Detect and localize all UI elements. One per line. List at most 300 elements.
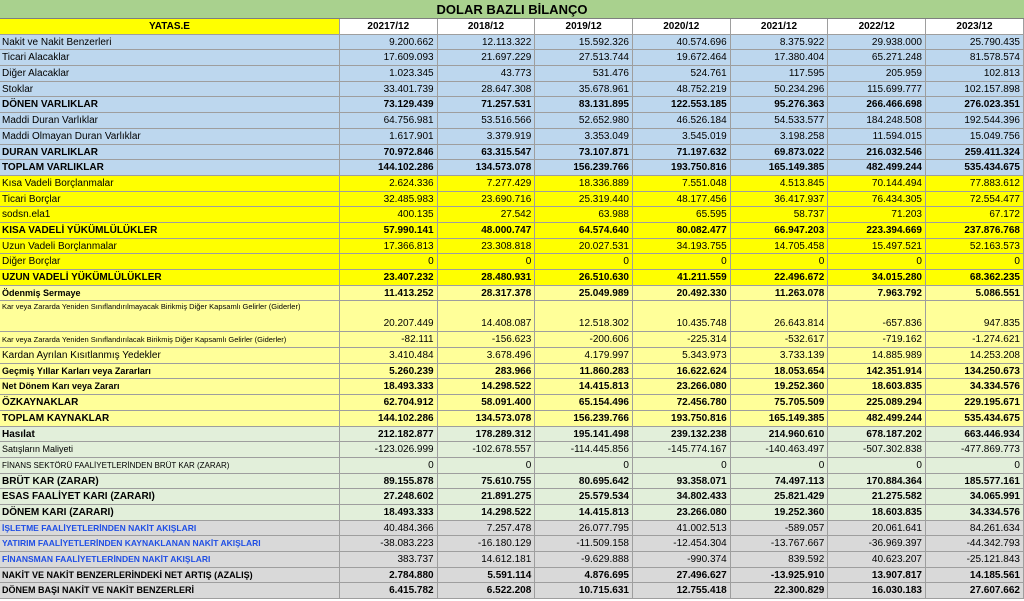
value-cell[interactable]: 16.030.183	[828, 583, 926, 599]
value-cell[interactable]: -114.445.856	[535, 442, 633, 458]
value-cell[interactable]: -13.925.910	[731, 568, 829, 584]
value-cell[interactable]: 5.343.973	[633, 348, 731, 364]
value-cell[interactable]: 4.513.845	[731, 176, 829, 192]
value-cell[interactable]: -36.969.397	[828, 536, 926, 552]
value-cell[interactable]: 9.200.662	[340, 35, 438, 51]
row-label-cell[interactable]: ESAS FAALİYET KARI (ZARARI)	[0, 489, 340, 505]
value-cell[interactable]: 0	[438, 254, 536, 270]
table-row	[0, 379, 1024, 395]
row-label-cell[interactable]: Ticari Alacaklar	[0, 50, 340, 66]
value-cell[interactable]: 144.102.286	[340, 160, 438, 176]
row-label-cell[interactable]: YATIRIM FAALİYETLERİNDEN KAYNAKLANAN NAKİT AKIŞLARI	[0, 536, 340, 552]
value-cell[interactable]: 71.197.632	[633, 145, 731, 161]
value-cell[interactable]: 73.107.871	[535, 145, 633, 161]
value-cell[interactable]: 156.239.766	[535, 411, 633, 427]
value-cell[interactable]: 102.157.898	[926, 82, 1024, 98]
table-row	[0, 286, 1024, 302]
value-cell[interactable]: 193.750.816	[633, 411, 731, 427]
value-cell[interactable]: 4.179.997	[535, 348, 633, 364]
value-cell[interactable]: 195.141.498	[535, 427, 633, 443]
value-cell[interactable]: 20.061.641	[828, 521, 926, 537]
value-cell[interactable]: 25.579.534	[535, 489, 633, 505]
value-cell[interactable]: 48.177.456	[633, 192, 731, 208]
value-cell[interactable]: 0	[828, 458, 926, 474]
value-cell[interactable]: 5.591.114	[438, 568, 536, 584]
header-year-cell[interactable]: 2019/12	[535, 19, 633, 35]
value-cell[interactable]: 58.737	[731, 207, 829, 223]
value-cell[interactable]: 19.252.360	[731, 505, 829, 521]
value-cell[interactable]: 17.366.813	[340, 239, 438, 255]
value-cell[interactable]: 21.275.582	[828, 489, 926, 505]
value-cell[interactable]: 25.049.989	[535, 286, 633, 302]
value-cell[interactable]: 33.401.739	[340, 82, 438, 98]
table-row	[0, 583, 1024, 599]
value-cell[interactable]: 23.690.716	[438, 192, 536, 208]
value-cell[interactable]: -102.678.557	[438, 442, 536, 458]
table-row	[0, 395, 1024, 411]
value-cell[interactable]: 184.248.508	[828, 113, 926, 129]
value-cell[interactable]: 34.193.755	[633, 239, 731, 255]
row-label-cell[interactable]: NAKİT VE NAKİT BENZERLERİNDEKİ NET ARTIŞ (AZALIŞ)	[0, 568, 340, 584]
row-label-cell[interactable]: Net Dönem Karı veya Zararı	[0, 379, 340, 395]
value-cell[interactable]: 12.755.418	[633, 583, 731, 599]
value-cell[interactable]: 13.907.817	[828, 568, 926, 584]
table-row	[0, 427, 1024, 443]
value-cell[interactable]: -44.342.793	[926, 536, 1024, 552]
value-cell[interactable]: -25.121.843	[926, 552, 1024, 568]
value-cell[interactable]: 0	[926, 458, 1024, 474]
value-cell[interactable]: 1.617.901	[340, 129, 438, 145]
value-cell[interactable]: 14.253.208	[926, 348, 1024, 364]
value-cell[interactable]: 192.544.396	[926, 113, 1024, 129]
value-cell[interactable]: 8.375.922	[731, 35, 829, 51]
value-cell[interactable]: 535.434.675	[926, 160, 1024, 176]
row-label-cell[interactable]: ÖZKAYNAKLAR	[0, 395, 340, 411]
value-cell[interactable]: 18.603.835	[828, 505, 926, 521]
value-cell[interactable]: 7.277.429	[438, 176, 536, 192]
value-cell[interactable]: 77.883.612	[926, 176, 1024, 192]
value-cell[interactable]: 14.408.087	[438, 301, 536, 332]
row-label-cell[interactable]: Diğer Alacaklar	[0, 66, 340, 82]
value-cell[interactable]: 17.609.093	[340, 50, 438, 66]
value-cell[interactable]: 0	[438, 458, 536, 474]
value-cell[interactable]: 5.086.551	[926, 286, 1024, 302]
value-cell[interactable]: 70.144.494	[828, 176, 926, 192]
value-cell[interactable]: 74.497.113	[731, 474, 829, 490]
row-label-cell[interactable]: KISA VADELİ YÜKÜMLÜLÜKLER	[0, 223, 340, 239]
value-cell[interactable]: 34.334.576	[926, 505, 1024, 521]
header-year-cell[interactable]: 2023/12	[926, 19, 1024, 35]
value-cell[interactable]: 225.089.294	[828, 395, 926, 411]
value-cell[interactable]: 21.891.275	[438, 489, 536, 505]
value-cell[interactable]: 81.578.574	[926, 50, 1024, 66]
sheet-title: DOLAR BAZLI BİLANÇO	[0, 0, 1024, 19]
value-cell[interactable]: 214.960.610	[731, 427, 829, 443]
value-cell[interactable]: 28.647.308	[438, 82, 536, 98]
value-cell[interactable]: 40.574.696	[633, 35, 731, 51]
value-cell[interactable]: 34.802.433	[633, 489, 731, 505]
value-cell[interactable]: 21.697.229	[438, 50, 536, 66]
value-cell[interactable]: 27.513.744	[535, 50, 633, 66]
value-cell[interactable]: 66.947.203	[731, 223, 829, 239]
value-cell[interactable]: -719.162	[828, 332, 926, 348]
value-cell[interactable]: 170.884.364	[828, 474, 926, 490]
row-label-cell[interactable]: Hasılat	[0, 427, 340, 443]
value-cell[interactable]: 54.533.577	[731, 113, 829, 129]
value-cell[interactable]: 524.761	[633, 66, 731, 82]
row-label-cell[interactable]: DÖNEN VARLIKLAR	[0, 97, 340, 113]
value-cell[interactable]: 14.298.522	[438, 505, 536, 521]
value-cell[interactable]: 205.959	[828, 66, 926, 82]
value-cell[interactable]: 26.077.795	[535, 521, 633, 537]
value-cell[interactable]: 144.102.286	[340, 411, 438, 427]
value-cell[interactable]: -156.623	[438, 332, 536, 348]
row-label-cell[interactable]: Kar veya Zararda Yeniden Sınıflandırılacak Birikmiş Diğer Kapsamlı Gelirler (Giderler)	[0, 332, 340, 348]
value-cell[interactable]: 11.413.252	[340, 286, 438, 302]
table-row	[0, 145, 1024, 161]
table-row	[0, 474, 1024, 490]
value-cell[interactable]: 53.516.566	[438, 113, 536, 129]
value-cell[interactable]: 69.873.022	[731, 145, 829, 161]
value-cell[interactable]: 14.415.813	[535, 505, 633, 521]
value-cell[interactable]: 237.876.768	[926, 223, 1024, 239]
header-row	[0, 19, 1024, 35]
row-label-cell[interactable]: Kar veya Zararda Yeniden Sınıflandırılmayacak Birikmiş Diğer Kapsamlı Gelirler (Giderler)	[0, 301, 340, 332]
value-cell[interactable]: 80.695.642	[535, 474, 633, 490]
row-label-cell[interactable]: BRÜT KAR (ZARAR)	[0, 474, 340, 490]
value-cell[interactable]: 3.410.484	[340, 348, 438, 364]
row-label-cell[interactable]: Stoklar	[0, 82, 340, 98]
value-cell[interactable]: 65.271.248	[828, 50, 926, 66]
value-cell[interactable]: -477.869.773	[926, 442, 1024, 458]
value-cell[interactable]: 52.652.980	[535, 113, 633, 129]
value-cell[interactable]: 400.135	[340, 207, 438, 223]
value-cell[interactable]: 95.276.363	[731, 97, 829, 113]
value-cell[interactable]: 0	[340, 254, 438, 270]
value-cell[interactable]: 48.000.747	[438, 223, 536, 239]
value-cell[interactable]: 117.595	[731, 66, 829, 82]
value-cell[interactable]: -123.026.999	[340, 442, 438, 458]
value-cell[interactable]: 50.234.296	[731, 82, 829, 98]
value-cell[interactable]: -12.454.304	[633, 536, 731, 552]
value-cell[interactable]: 3.353.049	[535, 129, 633, 145]
row-label-cell[interactable]: Ödenmiş Sermaye	[0, 286, 340, 302]
header-year-cell[interactable]: 2020/12	[633, 19, 731, 35]
header-year-cell[interactable]: 2018/12	[438, 19, 536, 35]
value-cell[interactable]: 122.553.185	[633, 97, 731, 113]
value-cell[interactable]: 156.239.766	[535, 160, 633, 176]
row-label-cell[interactable]: FİNANS SEKTÖRÜ FAALİYETLERİNDEN BRÜT KAR (ZARAR)	[0, 458, 340, 474]
value-cell[interactable]: 11.263.078	[731, 286, 829, 302]
value-cell[interactable]: 7.257.478	[438, 521, 536, 537]
value-cell[interactable]: 0	[731, 254, 829, 270]
value-cell[interactable]: 10.715.631	[535, 583, 633, 599]
value-cell[interactable]: 34.065.991	[926, 489, 1024, 505]
row-label-cell[interactable]: Satışların Maliyeti	[0, 442, 340, 458]
value-cell[interactable]: 41.211.559	[633, 270, 731, 286]
value-cell[interactable]: 19.672.464	[633, 50, 731, 66]
value-cell[interactable]: 76.434.305	[828, 192, 926, 208]
value-cell[interactable]: 14.705.458	[731, 239, 829, 255]
table-row	[0, 552, 1024, 568]
value-cell[interactable]: 0	[340, 458, 438, 474]
row-label-cell[interactable]: DURAN VARLIKLAR	[0, 145, 340, 161]
value-cell[interactable]: 2.624.336	[340, 176, 438, 192]
value-cell[interactable]: 134.573.078	[438, 160, 536, 176]
value-cell[interactable]: 15.049.756	[926, 129, 1024, 145]
value-cell[interactable]: 185.577.161	[926, 474, 1024, 490]
value-cell[interactable]: 115.699.777	[828, 82, 926, 98]
value-cell[interactable]: 678.187.202	[828, 427, 926, 443]
header-year-cell[interactable]: 2022/12	[828, 19, 926, 35]
value-cell[interactable]: 70.972.846	[340, 145, 438, 161]
value-cell[interactable]: 6.415.782	[340, 583, 438, 599]
value-cell[interactable]: 65.154.496	[535, 395, 633, 411]
value-cell[interactable]: 36.417.937	[731, 192, 829, 208]
value-cell[interactable]: 27.542	[438, 207, 536, 223]
value-cell[interactable]: 11.594.015	[828, 129, 926, 145]
value-cell[interactable]: 276.023.351	[926, 97, 1024, 113]
value-cell[interactable]: 482.499.244	[828, 411, 926, 427]
header-year-cell[interactable]: 20217/12	[340, 19, 438, 35]
value-cell[interactable]: 947.835	[926, 301, 1024, 332]
value-cell[interactable]: 25.821.429	[731, 489, 829, 505]
value-cell[interactable]: 0	[731, 458, 829, 474]
value-cell[interactable]: 26.643.814	[731, 301, 829, 332]
value-cell[interactable]: 23.407.232	[340, 270, 438, 286]
value-cell[interactable]: -589.057	[731, 521, 829, 537]
value-cell[interactable]: 18.336.889	[535, 176, 633, 192]
value-cell[interactable]: 5.260.239	[340, 364, 438, 380]
value-cell[interactable]: 72.554.477	[926, 192, 1024, 208]
value-cell[interactable]: 2.784.880	[340, 568, 438, 584]
value-cell[interactable]: 22.496.672	[731, 270, 829, 286]
value-cell[interactable]: -82.111	[340, 332, 438, 348]
value-cell[interactable]: 216.032.546	[828, 145, 926, 161]
value-cell[interactable]: 46.526.184	[633, 113, 731, 129]
value-cell[interactable]: 839.592	[731, 552, 829, 568]
value-cell[interactable]: 193.750.816	[633, 160, 731, 176]
table-row	[0, 521, 1024, 537]
value-cell[interactable]: 0	[535, 458, 633, 474]
value-cell[interactable]: 482.499.244	[828, 160, 926, 176]
value-cell[interactable]: 20.492.330	[633, 286, 731, 302]
value-cell[interactable]: 7.551.048	[633, 176, 731, 192]
value-cell[interactable]: -16.180.129	[438, 536, 536, 552]
value-cell[interactable]: 28.317.378	[438, 286, 536, 302]
value-cell[interactable]: 134.250.673	[926, 364, 1024, 380]
value-cell[interactable]: 40.484.366	[340, 521, 438, 537]
row-label-cell[interactable]: Nakit ve Nakit Benzerleri	[0, 35, 340, 51]
value-cell[interactable]: 68.362.235	[926, 270, 1024, 286]
value-cell[interactable]: 165.149.385	[731, 411, 829, 427]
value-cell[interactable]: 83.131.895	[535, 97, 633, 113]
value-cell[interactable]: 1.023.345	[340, 66, 438, 82]
value-cell[interactable]: 102.813	[926, 66, 1024, 82]
value-cell[interactable]: 34.334.576	[926, 379, 1024, 395]
row-label-cell[interactable]: UZUN VADELİ YÜKÜMLÜLÜKLER	[0, 270, 340, 286]
value-cell[interactable]: 18.493.333	[340, 379, 438, 395]
value-cell[interactable]: 26.510.630	[535, 270, 633, 286]
row-label-cell[interactable]: Kardan Ayrılan Kısıtlanmış Yedekler	[0, 348, 340, 364]
value-cell[interactable]: 32.485.983	[340, 192, 438, 208]
value-cell[interactable]: 63.315.547	[438, 145, 536, 161]
value-cell[interactable]: 165.149.385	[731, 160, 829, 176]
value-cell[interactable]: 20.027.531	[535, 239, 633, 255]
value-cell[interactable]: 3.379.919	[438, 129, 536, 145]
value-cell[interactable]: -145.774.167	[633, 442, 731, 458]
value-cell[interactable]: 239.132.238	[633, 427, 731, 443]
value-cell[interactable]: 3.198.258	[731, 129, 829, 145]
value-cell[interactable]: 75.610.755	[438, 474, 536, 490]
value-cell[interactable]: 0	[828, 254, 926, 270]
value-cell[interactable]: 18.603.835	[828, 379, 926, 395]
value-cell[interactable]: 223.394.669	[828, 223, 926, 239]
value-cell[interactable]: 64.574.640	[535, 223, 633, 239]
value-cell[interactable]: 212.182.877	[340, 427, 438, 443]
value-cell[interactable]: 71.257.531	[438, 97, 536, 113]
value-cell[interactable]: 58.091.400	[438, 395, 536, 411]
value-cell[interactable]: -13.767.667	[731, 536, 829, 552]
value-cell[interactable]: 6.522.208	[438, 583, 536, 599]
value-cell[interactable]: 40.623.207	[828, 552, 926, 568]
row-label-cell[interactable]: TOPLAM VARLIKLAR	[0, 160, 340, 176]
row-label-cell[interactable]: Geçmiş Yıllar Karları veya Zararları	[0, 364, 340, 380]
value-cell[interactable]: 19.252.360	[731, 379, 829, 395]
value-cell[interactable]: 22.300.829	[731, 583, 829, 599]
value-cell[interactable]: 84.261.634	[926, 521, 1024, 537]
value-cell[interactable]: 17.380.404	[731, 50, 829, 66]
value-cell[interactable]: 18.493.333	[340, 505, 438, 521]
row-label-cell[interactable]: Maddi Olmayan Duran Varlıklar	[0, 129, 340, 145]
value-cell[interactable]: 27.607.662	[926, 583, 1024, 599]
value-cell[interactable]: 43.773	[438, 66, 536, 82]
value-cell[interactable]: 57.990.141	[340, 223, 438, 239]
value-cell[interactable]: 134.573.078	[438, 411, 536, 427]
value-cell[interactable]: -11.509.158	[535, 536, 633, 552]
value-cell[interactable]: 67.172	[926, 207, 1024, 223]
value-cell[interactable]: 229.195.671	[926, 395, 1024, 411]
value-cell[interactable]: 3.678.496	[438, 348, 536, 364]
value-cell[interactable]: -140.463.497	[731, 442, 829, 458]
value-cell[interactable]: 142.351.914	[828, 364, 926, 380]
value-cell[interactable]: 27.496.627	[633, 568, 731, 584]
value-cell[interactable]: 35.678.961	[535, 82, 633, 98]
value-cell[interactable]: 10.435.748	[633, 301, 731, 332]
value-cell[interactable]: 20.207.449	[340, 301, 438, 332]
value-cell[interactable]: 178.289.312	[438, 427, 536, 443]
value-cell[interactable]: 383.737	[340, 552, 438, 568]
value-cell[interactable]: 14.415.813	[535, 379, 633, 395]
row-label-cell[interactable]: Maddi Duran Varlıklar	[0, 113, 340, 129]
value-cell[interactable]: 3.545.019	[633, 129, 731, 145]
value-cell[interactable]: -1.274.621	[926, 332, 1024, 348]
value-cell[interactable]: 663.446.934	[926, 427, 1024, 443]
value-cell[interactable]: 71.203	[828, 207, 926, 223]
value-cell[interactable]: 41.002.513	[633, 521, 731, 537]
value-cell[interactable]: 535.434.675	[926, 411, 1024, 427]
value-cell[interactable]: 12.518.302	[535, 301, 633, 332]
value-cell[interactable]: 25.790.435	[926, 35, 1024, 51]
value-cell[interactable]: 73.129.439	[340, 97, 438, 113]
value-cell[interactable]: 16.622.624	[633, 364, 731, 380]
row-label-cell[interactable]: Uzun Vadeli Borçlanmalar	[0, 239, 340, 255]
value-cell[interactable]: 75.705.509	[731, 395, 829, 411]
value-cell[interactable]: 23.266.080	[633, 379, 731, 395]
value-cell[interactable]: 3.733.139	[731, 348, 829, 364]
value-cell[interactable]: 27.248.602	[340, 489, 438, 505]
value-cell[interactable]: 266.466.698	[828, 97, 926, 113]
row-label-cell[interactable]: Diğer Borçlar	[0, 254, 340, 270]
value-cell[interactable]: 93.358.071	[633, 474, 731, 490]
value-cell[interactable]: 89.155.878	[340, 474, 438, 490]
value-cell[interactable]: -532.617	[731, 332, 829, 348]
value-cell[interactable]: 0	[926, 254, 1024, 270]
value-cell[interactable]: 34.015.280	[828, 270, 926, 286]
row-label-cell[interactable]: TOPLAM KAYNAKLAR	[0, 411, 340, 427]
row-label-cell[interactable]: Kısa Vadeli Borçlanmalar	[0, 176, 340, 192]
value-cell[interactable]: 12.113.322	[438, 35, 536, 51]
value-cell[interactable]: 62.704.912	[340, 395, 438, 411]
value-cell[interactable]: -657.836	[828, 301, 926, 332]
value-cell[interactable]: 23.308.818	[438, 239, 536, 255]
row-label-cell[interactable]: Ticari Borçlar	[0, 192, 340, 208]
value-cell[interactable]: 14.185.561	[926, 568, 1024, 584]
row-label-cell[interactable]: İŞLETME FAALİYETLERİNDEN NAKİT AKIŞLARI	[0, 521, 340, 537]
value-cell[interactable]: 14.885.989	[828, 348, 926, 364]
value-cell[interactable]: -38.083.223	[340, 536, 438, 552]
value-cell[interactable]: 0	[633, 458, 731, 474]
value-cell[interactable]: 80.082.477	[633, 223, 731, 239]
value-cell[interactable]: 0	[633, 254, 731, 270]
value-cell[interactable]: 11.860.283	[535, 364, 633, 380]
value-cell[interactable]: -990.374	[633, 552, 731, 568]
table-row	[0, 536, 1024, 552]
value-cell[interactable]: -9.629.888	[535, 552, 633, 568]
value-cell[interactable]: 48.752.219	[633, 82, 731, 98]
value-cell[interactable]: 14.298.522	[438, 379, 536, 395]
value-cell[interactable]: -225.314	[633, 332, 731, 348]
value-cell[interactable]: 52.163.573	[926, 239, 1024, 255]
value-cell[interactable]: 0	[535, 254, 633, 270]
value-cell[interactable]: 4.876.695	[535, 568, 633, 584]
value-cell[interactable]: 65.595	[633, 207, 731, 223]
value-cell[interactable]: -507.302.838	[828, 442, 926, 458]
header-ticker-cell[interactable]: YATAS.E	[0, 19, 340, 35]
value-cell[interactable]: 23.266.080	[633, 505, 731, 521]
value-cell[interactable]: 259.411.324	[926, 145, 1024, 161]
value-cell[interactable]: 28.480.931	[438, 270, 536, 286]
value-cell[interactable]: 63.988	[535, 207, 633, 223]
value-cell[interactable]: 531.476	[535, 66, 633, 82]
value-cell[interactable]: -200.606	[535, 332, 633, 348]
value-cell[interactable]: 64.756.981	[340, 113, 438, 129]
value-cell[interactable]: 15.592.326	[535, 35, 633, 51]
row-label-cell[interactable]: DÖNEM BAŞI NAKİT VE NAKİT BENZERLERİ	[0, 583, 340, 599]
header-year-cell[interactable]: 2021/12	[731, 19, 829, 35]
value-cell[interactable]: 18.053.654	[731, 364, 829, 380]
value-cell[interactable]: 14.612.181	[438, 552, 536, 568]
value-cell[interactable]: 7.963.792	[828, 286, 926, 302]
row-label-cell[interactable]: FİNANSMAN FAALİYETLERİNDEN NAKİT AKIŞLARI	[0, 552, 340, 568]
row-label-cell[interactable]: DÖNEM KARI (ZARARI)	[0, 505, 340, 521]
value-cell[interactable]: 15.497.521	[828, 239, 926, 255]
value-cell[interactable]: 283.966	[438, 364, 536, 380]
value-cell[interactable]: 72.456.780	[633, 395, 731, 411]
row-label-cell[interactable]: sodsn.ela1	[0, 207, 340, 223]
value-cell[interactable]: 29.938.000	[828, 35, 926, 51]
value-cell[interactable]: 25.319.440	[535, 192, 633, 208]
